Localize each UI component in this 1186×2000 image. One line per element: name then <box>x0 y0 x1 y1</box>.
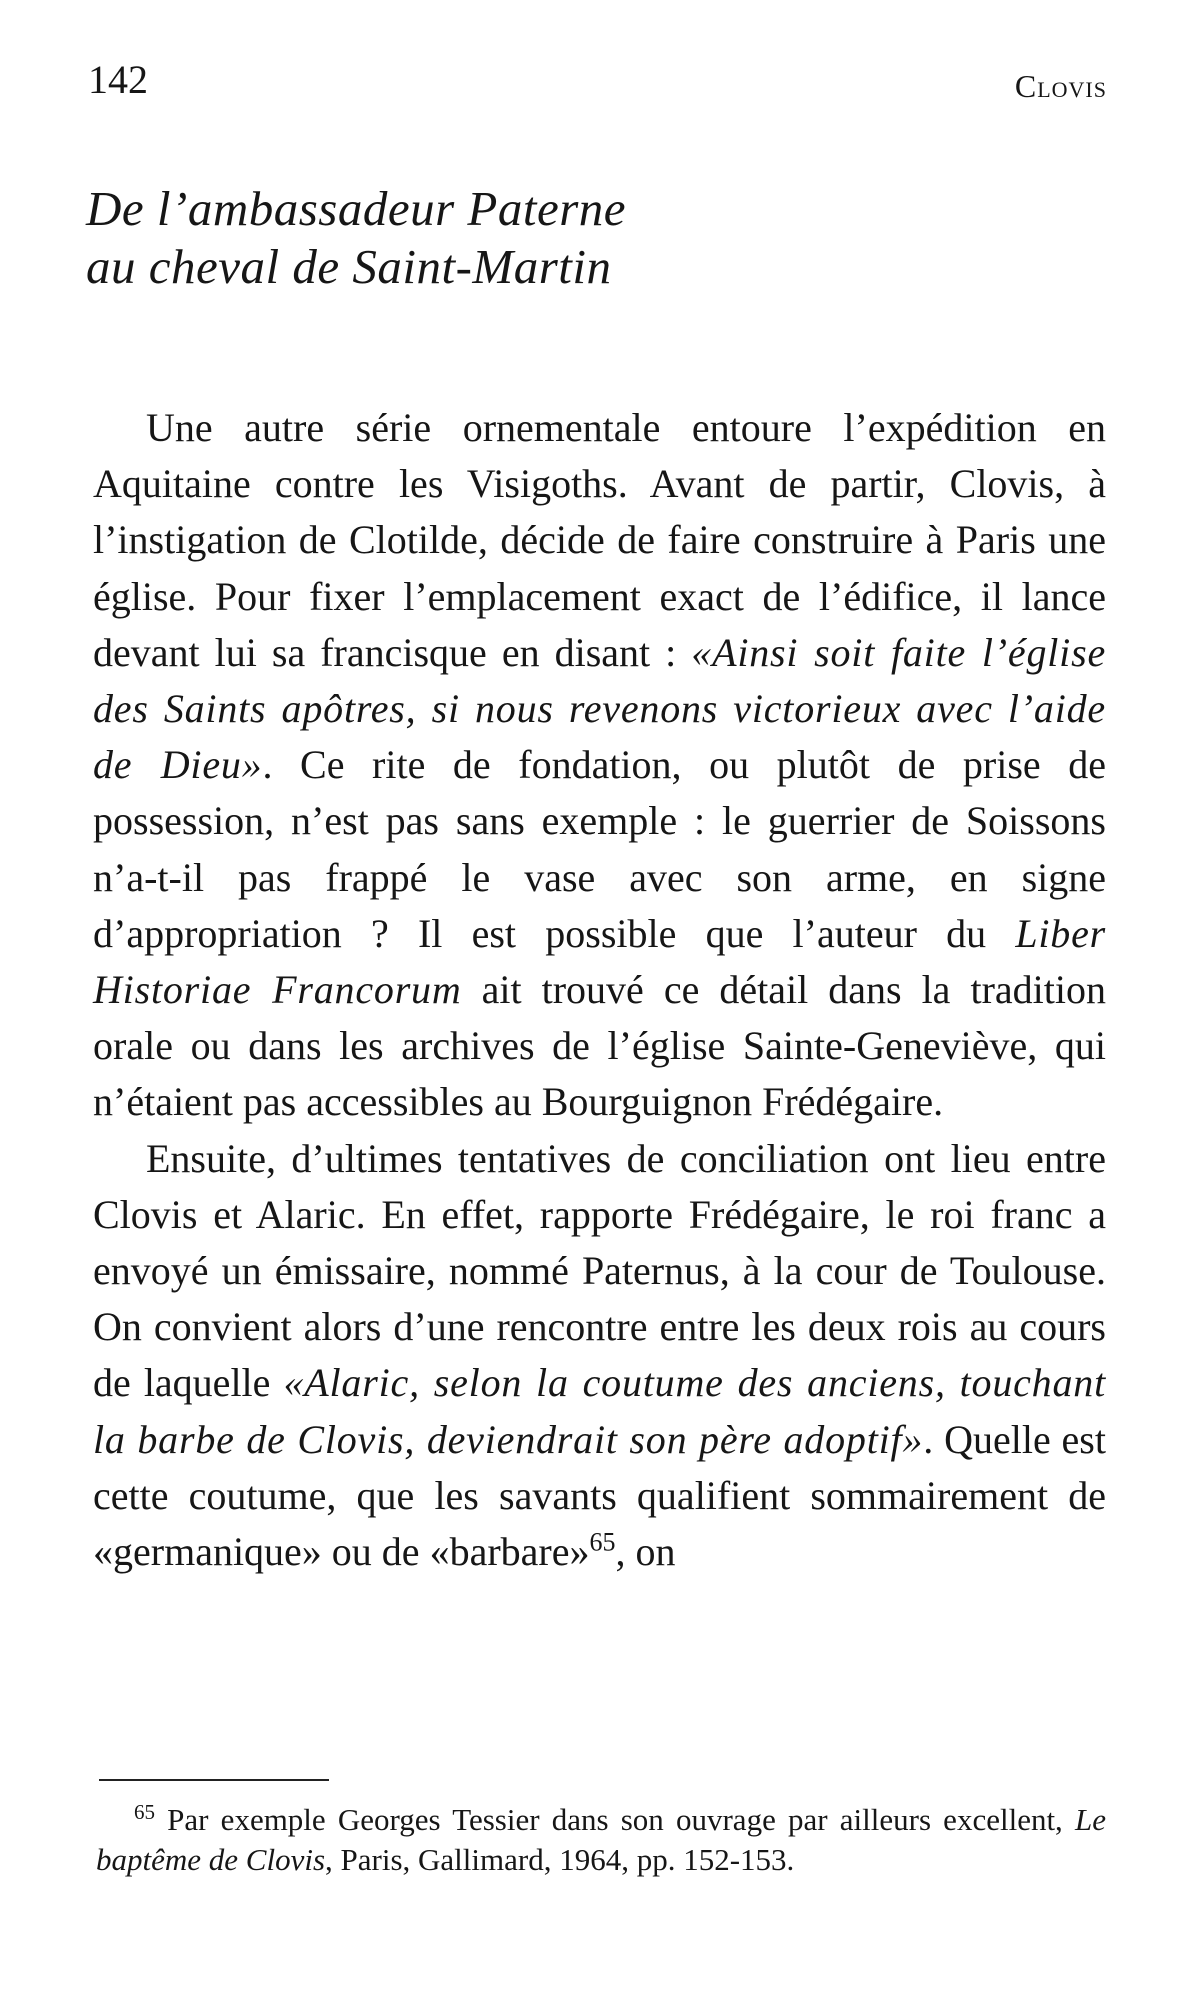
footnote-reference[interactable]: 65 <box>589 1527 616 1557</box>
chapter-title-line-2: au cheval de Saint-Martin <box>86 239 612 294</box>
paragraph-1-text-c: ait trouvé ce détail dans la tradition orale ou dans les archives de l’église Sainte-Geneviève, qui n’étaient pas accessibles au Bourguignon Frédégaire. <box>93 967 1106 1125</box>
footnote-text-a: Par exemple Georges Tessier dans son ouvrage par ailleurs excellent, <box>155 1802 1075 1837</box>
work-title-liber-historiae: Liber Historiae Francorum <box>93 910 1106 1013</box>
footnote-text-b: , Paris, Gallimard, 1964, pp. 152-153. <box>325 1842 795 1877</box>
paragraph-1-text-b: . Ce rite de fondation, ou plutôt de prise de possession, n’est pas sans exemple : le guerrier de Soissons n’a-t-il pas frappé le vase avec son arme, en signe d’appropriation ? Il est possible que l’auteur du <box>93 742 1106 956</box>
body-text <box>93 400 1106 1580</box>
running-head: Clovis <box>1014 68 1107 104</box>
paragraph-2-quotation: «Alaric, selon la coutume des anciens, touchant la barbe de Clovis, deviendrait son père adoptif» <box>93 1360 1106 1462</box>
paragraph-1-quotation: «Ainsi soit faite l’église des Saints apôtres, si nous revenons victorieux avec l’aide de Dieu» <box>93 629 1106 788</box>
paragraph-2 <box>93 1131 1106 1581</box>
chapter-title <box>86 180 1086 296</box>
footnote-work-title: Le baptême de Clovis <box>96 1802 1106 1877</box>
chapter-title-line-1: De l’ambassadeur Paterne <box>86 181 627 236</box>
footnote <box>96 1800 1106 1880</box>
footnote-number: 65 <box>134 1799 155 1824</box>
footnote-separator <box>99 1779 329 1781</box>
paragraph-1-text-a: Une autre série ornementale entoure l’expédition en Aquitaine contre les Visigoths. Avant de partir, Clovis, à l’instigation de Clotilde, décide de faire construire à Paris une église. Pour fixer l’emplacement exact de l’édifice, il lance devant lui sa francisque en disant : <box>93 405 1106 675</box>
paragraph-2-text-c: , on <box>615 1529 676 1575</box>
paragraph-2-text-a: Ensuite, d’ultimes tentatives de conciliation ont lieu entre Clovis et Alaric. En effet, rapporte Frédégaire, le roi franc a envoyé un émissaire, nommé Paternus, à la cour de Toulouse. On convient alors d’une rencontre entre les deux rois au cours de laquelle <box>93 1135 1106 1406</box>
paragraph-1 <box>93 400 1106 1131</box>
page-number: 142 <box>88 57 148 102</box>
paragraph-2-text-b: . Quelle est cette coutume, que les savants qualifient sommairement de «germanique» ou de «barbare» <box>93 1416 1106 1575</box>
